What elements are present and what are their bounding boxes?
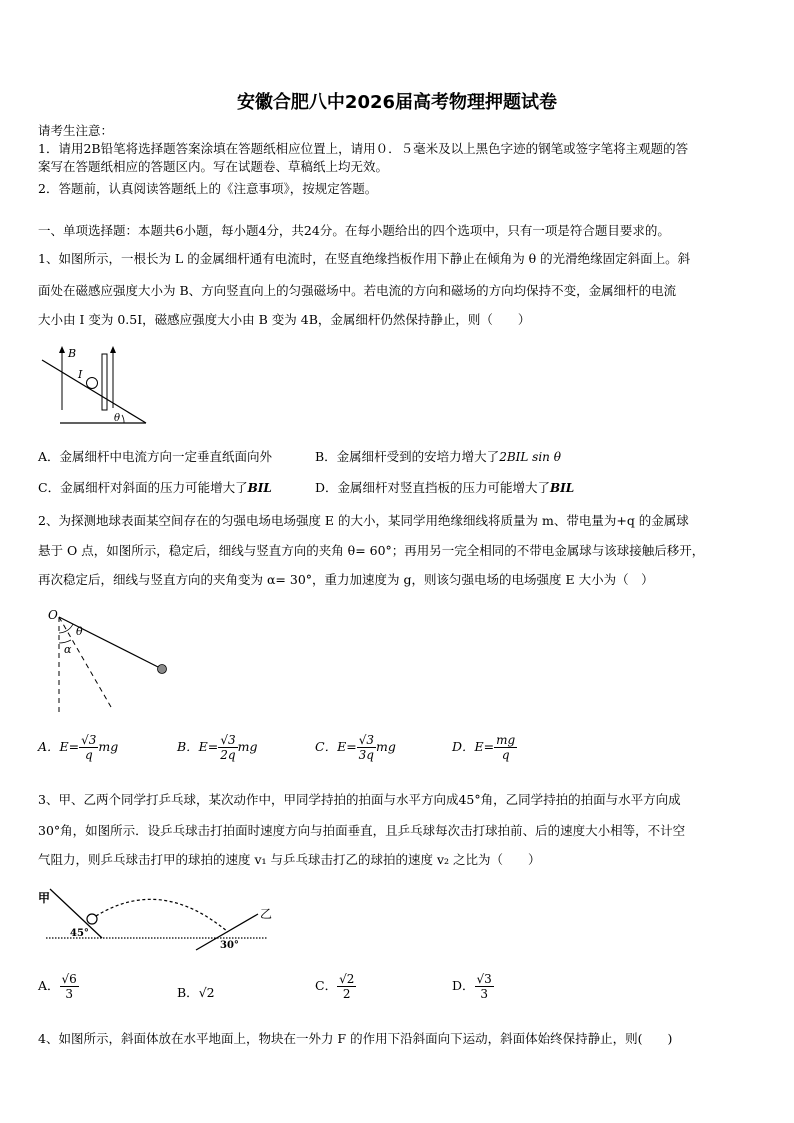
q3-option-c: C． $\frac{√2}{2}$ — [315, 972, 355, 1001]
q1-option-d: D．金属细杆对竖直挡板的压力可能增大了BIL — [315, 480, 575, 495]
question-2-text: 2、为探测地球表面某空间存在的匀强电场电场强度 E 的大小，某同学用绝缘细线将质量为 m、带电量为+q 的金属球 — [38, 513, 689, 528]
question-3-text: 3、甲、乙两个同学打乒乓球，某次动作中，甲同学持拍的拍面与水平方向成45°角，乙同学持拍的拍面与水平方向成 — [38, 792, 681, 807]
q3-option-b: B．√2 — [177, 985, 215, 1000]
q3-option-d: D． $\frac{√3}{3}$ — [452, 972, 492, 1001]
q1-option-c: C．金属细杆对斜面的压力可能增大了BIL — [38, 480, 272, 495]
question-2-text: 再次稳定后，细线与竖直方向的夹角变为 α= 30°，重力加速度为 g，则该匀强电场的电场强度 E 大小为（ ） — [38, 572, 654, 587]
q2-option-c: C．E= $\frac{√3}{3q}$ mg — [315, 733, 396, 762]
q3-option-a: A． $\frac{√6}{3}$ — [38, 972, 77, 1001]
question-2-figure — [38, 605, 173, 717]
question-3-figure — [36, 884, 276, 956]
figure-label-jia: 甲 — [38, 891, 51, 905]
figure-label-30: 30° — [220, 940, 239, 951]
question-1-text: 1、如图所示，一根长为 L 的金属细杆通有电流时，在竖直绝缘挡板作用下静止在倾角为 θ 的光滑绝缘固定斜面上。斜 — [38, 251, 691, 266]
figure-label-45: 45° — [70, 928, 89, 939]
notice-heading: 请考生注意： — [38, 123, 114, 138]
q1-option-b: B．金属细杆受到的安培力增大了2BIL sin θ — [315, 449, 561, 464]
question-2-text: 悬于 O 点，如图所示，稳定后，细线与竖直方向的夹角 θ= 60°；再用另一完全相同的不带电金属球与该球接触后移开， — [38, 543, 705, 558]
figure-label-theta: θ — [114, 413, 121, 424]
figure-label-theta: θ — [76, 625, 83, 638]
figure-label-O: O — [48, 608, 58, 622]
q2-option-d: D．E= $\frac{mg}{q}$ — [452, 733, 516, 762]
section-heading: 一、单项选择题：本题共6小题，每小题4分，共24分。在每小题给出的四个选项中，只有一项是符合题目要求的。 — [38, 223, 670, 238]
notice-item: 2．答题前，认真阅读答题纸上的《注意事项》，按规定答题。 — [38, 181, 378, 196]
page-title: 安徽合肥八中2026届高考物理押题试卷 — [236, 92, 558, 113]
q1-option-a: A．金属细杆中电流方向一定垂直纸面向外 — [38, 449, 273, 464]
figure-label-I: I — [78, 368, 83, 381]
figure-label-yi: 乙 — [260, 907, 273, 921]
q2-option-b: B．E= $\frac{√3}{2q}$ mg — [177, 733, 258, 762]
notice-item: 案写在答题纸相应的答题区内。写在试题卷、草稿纸上均无效。 — [38, 159, 389, 174]
notice-item: 1．请用2B铅笔将选择题答案涂填在答题纸相应位置上，请用０．５毫米及以上黑色字迹的钢笔或签字笔将主观题的答 — [38, 141, 689, 156]
question-3-text: 30°角，如图所示．设乒乓球击打拍面时速度方向与拍面垂直，且乒乓球每次击打球拍前、后的速度大小相等，不计空 — [38, 823, 686, 838]
question-1-text: 大小由 I 变为 0.5I，磁感应强度大小由 B 变为 4B，金属细杆仍然保持静止，则（ ） — [38, 312, 531, 327]
figure-label-B: B — [68, 347, 77, 360]
question-1-text: 面处在磁感应强度大小为 B、方向竖直向上的匀强磁场中。若电流的方向和磁场的方向均保持不变，金属细杆的电流 — [38, 283, 677, 298]
question-1-figure — [38, 340, 150, 426]
question-3-text: 气阻力，则乒乓球击打甲的球拍的速度 v₁ 与乒乓球击打乙的球拍的速度 v₂ 之比为（ ） — [38, 852, 541, 867]
question-4-text: 4、如图所示，斜面体放在水平地面上，物块在一外力 F 的作用下沿斜面向下运动，斜面体始终保持静止，则( ) — [38, 1031, 673, 1046]
q2-option-a: A．E= $\frac{√3}{q}$ mg — [38, 733, 119, 762]
figure-label-alpha: α — [64, 643, 72, 656]
